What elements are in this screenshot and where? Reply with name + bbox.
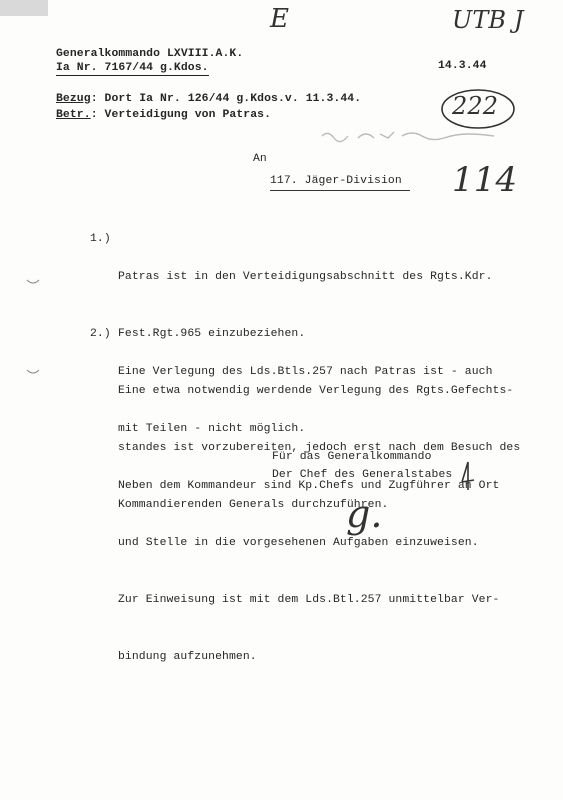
recipient-prefix: An: [253, 153, 267, 165]
handwritten-mark-e: E: [270, 4, 290, 34]
scan-artifact: [0, 0, 48, 16]
text-line: Neben dem Kommandeur sind Kp.Chefs und Zugführer an Ort: [118, 480, 500, 492]
closing-line-2: Der Chef des Generalstabes: [272, 469, 453, 481]
text-line: Eine Verlegung des Lds.Btls.257 nach Patras ist - auch: [118, 366, 493, 378]
document-date: 14.3.44: [438, 60, 487, 72]
text-line: standes ist vorzubereiten, jedoch erst nach dem Besuch des: [118, 442, 521, 454]
betr-label: Betr.: [56, 109, 91, 121]
text-line: mit Teilen - nicht möglich.: [118, 423, 306, 435]
office-title: Generalkommando LXVIII.A.K.: [56, 48, 244, 60]
closing-line-1: Für das Generalkommando: [272, 451, 432, 463]
text-line: Eine etwa notwendig werdende Verlegung des Rgts.Gefechts-: [118, 385, 514, 397]
bezug-line: [56, 93, 361, 105]
text-line: Zur Einweisung ist mit dem Lds.Btl.257 unmittelbar Ver-: [118, 594, 500, 606]
circled-number: 222: [452, 92, 499, 120]
betr-text: : Verteidigung von Patras.: [90, 109, 272, 121]
signature: g.: [346, 492, 383, 536]
text-line: Kommandierenden Generals durchzuführen.: [118, 499, 389, 511]
paragraph-2-number: 2.): [90, 328, 111, 340]
handwritten-division-number: 114: [452, 160, 518, 200]
text-line: und Stelle in die vorgesehenen Aufgaben einzuweisen.: [118, 537, 479, 549]
closing-checkmark: [458, 458, 478, 492]
text-line: bindung aufzunehmen.: [118, 651, 257, 663]
margin-mark: [26, 278, 40, 286]
text-line: Patras ist in den Verteidigungsabschnitt des Rgts.Kdr.: [118, 271, 493, 283]
betr-line: [56, 109, 271, 121]
bezug-label: Bezug: [56, 93, 91, 105]
paragraph-2-text: [118, 325, 499, 705]
paragraph-1-number: 1.): [90, 233, 111, 245]
reference-number: Ia Nr. 7167/44 g.Kdos.: [56, 62, 209, 74]
faint-stamp-marks: [318, 122, 518, 150]
recipient-name: 117. Jäger-Division: [270, 175, 410, 191]
margin-mark: [26, 368, 40, 376]
handwritten-mark-top-right: UTB J: [452, 6, 524, 34]
text-line: Fest.Rgt.965 einzubeziehen.: [118, 328, 306, 340]
bezug-text: : Dort Ia Nr. 126/44 g.Kdos.v. 11.3.44.: [90, 93, 362, 105]
